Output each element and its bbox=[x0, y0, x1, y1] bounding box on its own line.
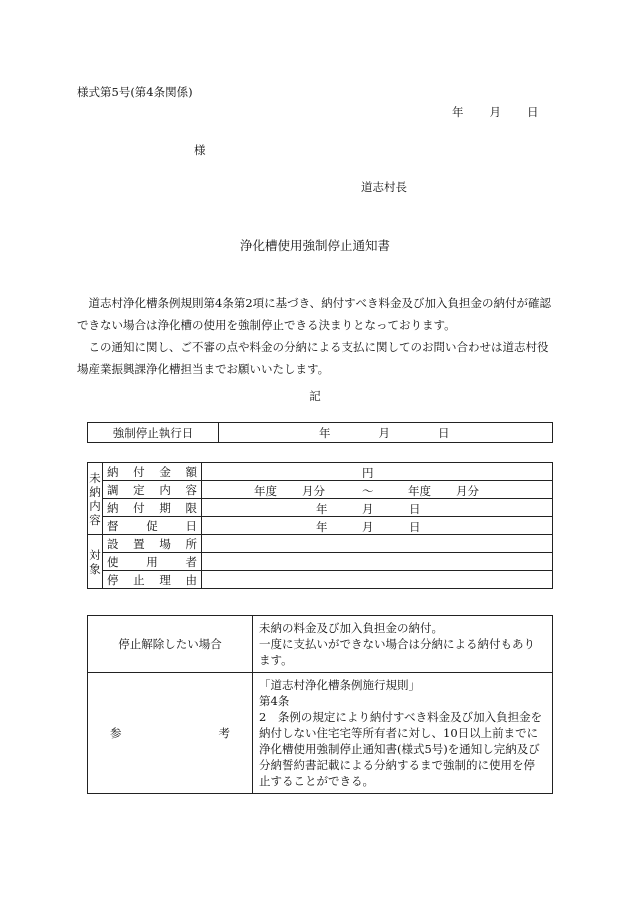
exec-month: 月 bbox=[378, 425, 390, 440]
deadline-value: 年 月 日 bbox=[202, 499, 553, 517]
execution-date-label: 強制停止執行日 bbox=[88, 423, 219, 443]
reference-line-1: 「道志村浄化槽条例施行規則」 bbox=[259, 678, 420, 692]
date-day: 日 bbox=[527, 105, 539, 119]
detail-table bbox=[87, 462, 553, 589]
issuer: 道志村長 bbox=[361, 180, 407, 194]
form-number: 様式第5号(第4条関係) bbox=[77, 85, 193, 99]
reminder-label: 督促日 bbox=[103, 517, 202, 535]
user-label: 使用者 bbox=[103, 553, 202, 571]
reference-label: 参考 bbox=[88, 673, 253, 794]
issue-date bbox=[452, 104, 539, 120]
cancel-label: 停止解除したい場合 bbox=[88, 616, 253, 673]
date-year: 年 bbox=[452, 105, 464, 119]
period-label: 調定内容 bbox=[103, 481, 202, 499]
execution-date-value bbox=[219, 423, 553, 443]
reason-label: 停止理由 bbox=[103, 571, 202, 589]
unpaid-group-label: 未納内容 bbox=[88, 463, 103, 535]
cancel-line-1: 未納の料金及び加入負担金の納付。 bbox=[259, 621, 443, 635]
addressee-suffix: 様 bbox=[194, 143, 206, 157]
deadline-label: 納付期限 bbox=[103, 499, 202, 517]
cancel-text bbox=[253, 616, 553, 673]
cancel-line-2: 一度に支払いができない場合は分納による納付もあります。 bbox=[259, 637, 535, 667]
body-paragraph-1: 道志村浄化槽条例規則第4条第2項に基づき、納付すべき料金及び加入負担金の納付が確認できない場合は浄化槽の使用を強制停止できる決まりとなっております。 bbox=[77, 296, 551, 332]
location-label: 設置場所 bbox=[103, 535, 202, 553]
exec-year: 年 bbox=[319, 425, 331, 440]
ki-heading: 記 bbox=[309, 389, 321, 403]
reminder-value: 年 月 日 bbox=[202, 517, 553, 535]
reason-value bbox=[202, 571, 553, 589]
reference-line-3: 2 条例の規定により納付すべき料金及び加入負担金を納付しない住宅宅等所有者に対し、10日以上前までに浄化槽使用強制停止通知書(様式5号)を通知し完納及び分納誓約書記載による分納するまで強制的に使用を停止することができる。 bbox=[259, 710, 543, 788]
user-value bbox=[202, 553, 553, 571]
exec-day: 日 bbox=[438, 425, 450, 440]
amount-value: 円 bbox=[202, 463, 553, 481]
execution-date-table bbox=[87, 422, 553, 443]
reference-line-2: 第4条 bbox=[259, 694, 290, 708]
body-text bbox=[77, 292, 553, 380]
notes-table bbox=[87, 615, 553, 794]
target-group-label: 対象 bbox=[88, 535, 103, 589]
date-month: 月 bbox=[489, 105, 501, 119]
body-paragraph-2: この通知に関し、ご不審の点や料金の分納による支払に関してのお問い合わせは道志村役場産業振興課浄化槽担当までお願いいたします。 bbox=[77, 340, 549, 376]
location-value bbox=[202, 535, 553, 553]
document-title: 浄化槽使用強制停止通知書 bbox=[239, 238, 390, 253]
reference-text bbox=[253, 673, 553, 794]
amount-label: 納付金額 bbox=[103, 463, 202, 481]
period-value: 年度 月分 ～ 年度 月分 bbox=[202, 481, 553, 499]
